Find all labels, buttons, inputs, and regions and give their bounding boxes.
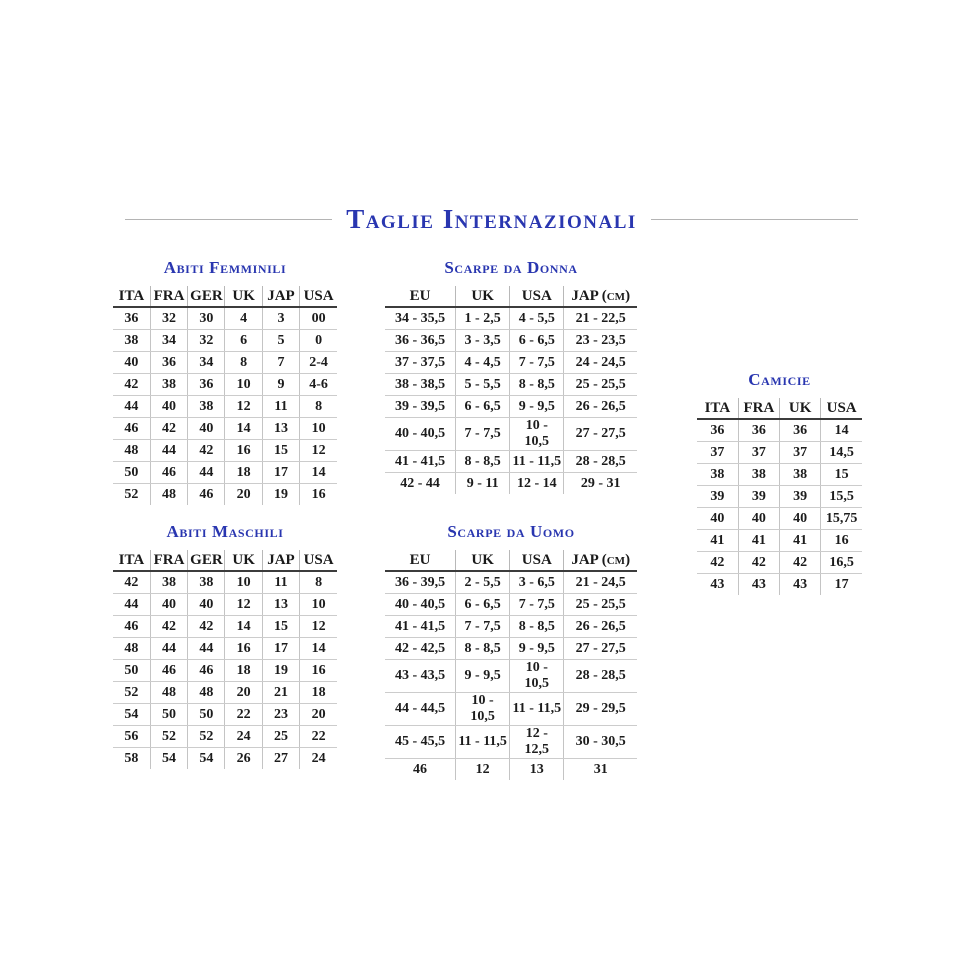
size-table-scarpe-da-uomo bbox=[385, 522, 637, 780]
size-cell: 7 - 7,5 bbox=[456, 418, 510, 451]
size-cell: 42 - 42,5 bbox=[385, 638, 456, 660]
size-cell: 9 bbox=[262, 374, 299, 396]
size-cell: 8 - 8,5 bbox=[456, 638, 510, 660]
size-cell: 20 bbox=[225, 484, 262, 506]
table-row bbox=[385, 616, 637, 638]
size-cell: 11 - 11,5 bbox=[510, 693, 564, 726]
size-cell: 16,5 bbox=[821, 552, 862, 574]
column-header: FRA bbox=[150, 286, 187, 307]
size-cell: 43 bbox=[780, 574, 821, 596]
size-cell: 9 - 11 bbox=[456, 473, 510, 495]
size-cell: 38 bbox=[188, 571, 225, 594]
size-cell: 10 bbox=[225, 374, 262, 396]
size-cell: 24 - 24,5 bbox=[564, 352, 637, 374]
table-row bbox=[113, 307, 337, 330]
size-cell: 46 bbox=[150, 660, 187, 682]
table-row bbox=[385, 330, 637, 352]
size-cell: 6 - 6,5 bbox=[456, 396, 510, 418]
table-row bbox=[697, 508, 862, 530]
table-row bbox=[385, 638, 637, 660]
size-cell: 36 bbox=[697, 419, 738, 442]
size-cell: 42 bbox=[113, 571, 150, 594]
column-header: USA bbox=[300, 550, 337, 571]
size-cell: 5 bbox=[262, 330, 299, 352]
size-cell: 40 - 40,5 bbox=[385, 594, 456, 616]
size-cell: 7 - 7,5 bbox=[456, 616, 510, 638]
size-cell: 8 - 8,5 bbox=[510, 616, 564, 638]
header-row bbox=[113, 286, 337, 307]
size-cell: 44 bbox=[113, 594, 150, 616]
table-row bbox=[113, 726, 337, 748]
column-header: JAP bbox=[262, 286, 299, 307]
size-cell: 43 bbox=[697, 574, 738, 596]
size-cell: 37 bbox=[697, 442, 738, 464]
size-cell: 46 bbox=[188, 484, 225, 506]
table-row bbox=[113, 440, 337, 462]
size-cell: 29 - 31 bbox=[580, 475, 621, 491]
title-rule-left bbox=[125, 219, 332, 220]
size-cell: 13 bbox=[262, 418, 299, 440]
size-cell: 8 bbox=[300, 571, 337, 594]
section-heading: Abiti Maschili bbox=[166, 522, 284, 541]
table-row bbox=[113, 594, 337, 616]
table-row bbox=[697, 530, 862, 552]
table-row bbox=[385, 571, 637, 594]
size-cell: 40 bbox=[697, 508, 738, 530]
size-cell: 44 bbox=[113, 396, 150, 418]
table-row bbox=[113, 571, 337, 594]
size-table-scarpe-da-donna bbox=[385, 258, 637, 494]
size-cell: 42 bbox=[188, 440, 225, 462]
size-cell: 25 - 25,5 bbox=[564, 594, 637, 616]
size-cell: 12 - 14 bbox=[510, 473, 564, 495]
table-row bbox=[385, 396, 637, 418]
size-cell: 34 bbox=[150, 330, 187, 352]
size-cell: 12 bbox=[456, 759, 510, 781]
section-heading: Abiti Femminili bbox=[163, 258, 287, 277]
table-row bbox=[697, 552, 862, 574]
size-cell: 11 - 11,5 bbox=[510, 451, 564, 473]
size-cell: 28 - 28,5 bbox=[564, 660, 637, 693]
size-cell: 42 bbox=[738, 552, 779, 574]
size-cell: 40 bbox=[113, 352, 150, 374]
size-cell: 42 bbox=[150, 418, 187, 440]
size-cell: 37 - 37,5 bbox=[385, 352, 456, 374]
column-header: EU bbox=[385, 286, 456, 307]
column-header: ITA bbox=[113, 550, 150, 571]
table-row bbox=[113, 704, 337, 726]
size-cell: 10 bbox=[300, 594, 337, 616]
column-header: FRA bbox=[738, 398, 779, 419]
size-cell: 36 - 36,5 bbox=[385, 330, 456, 352]
size-cell: 10 - 10,5 bbox=[510, 418, 564, 451]
size-cell: 50 bbox=[113, 462, 150, 484]
page-title: Taglie Internazionali bbox=[346, 204, 637, 234]
size-cell: 40 bbox=[188, 594, 225, 616]
column-header: JAP (cm) bbox=[564, 286, 637, 307]
size-cell: 42 bbox=[697, 552, 738, 574]
size-cell: 46 bbox=[113, 616, 150, 638]
size-cell: 12 bbox=[225, 594, 262, 616]
size-cell: 40 bbox=[150, 594, 187, 616]
size-cell: 29 - 29,5 bbox=[564, 693, 637, 726]
table-row bbox=[697, 464, 862, 486]
size-cell: 26 - 26,5 bbox=[564, 616, 637, 638]
table-row bbox=[385, 418, 637, 451]
size-cell: 38 - 38,5 bbox=[385, 374, 456, 396]
size-cell: 41 bbox=[780, 530, 821, 552]
size-cell: 25 - 25,5 bbox=[564, 374, 637, 396]
size-cell: 20 bbox=[225, 682, 262, 704]
size-cell: 39 bbox=[697, 486, 738, 508]
table-row bbox=[697, 442, 862, 464]
column-header: USA bbox=[300, 286, 337, 307]
column-header: FRA bbox=[150, 550, 187, 571]
section-heading: Scarpe da Donna bbox=[444, 258, 578, 277]
size-cell: 18 bbox=[225, 660, 262, 682]
size-cell: 38 bbox=[697, 464, 738, 486]
size-cell: 11 bbox=[262, 396, 299, 418]
table-row bbox=[113, 374, 337, 396]
size-cell: 42 bbox=[113, 374, 150, 396]
table-row bbox=[697, 419, 862, 442]
size-cell: 4 bbox=[225, 307, 262, 330]
size-cell: 40 bbox=[738, 508, 779, 530]
table-row bbox=[113, 330, 337, 352]
size-cell: 4 - 4,5 bbox=[456, 352, 510, 374]
size-cell: 37 bbox=[738, 442, 779, 464]
table-row bbox=[385, 759, 637, 781]
column-header: JAP (cm) bbox=[564, 550, 637, 571]
size-table bbox=[113, 550, 337, 769]
size-cell: 54 bbox=[150, 748, 187, 770]
size-cell: 30 - 30,5 bbox=[564, 726, 637, 759]
table-row bbox=[697, 486, 862, 508]
table-row bbox=[385, 374, 637, 396]
column-header: USA bbox=[510, 286, 564, 307]
size-cell: 10 bbox=[225, 571, 262, 594]
size-cell: 10 - 10,5 bbox=[456, 693, 510, 726]
size-cell: 48 bbox=[113, 638, 150, 660]
size-cell: 13 bbox=[510, 759, 564, 781]
column-header: UK bbox=[456, 550, 510, 571]
size-cell: 43 - 43,5 bbox=[385, 660, 456, 693]
size-cell: 39 bbox=[738, 486, 779, 508]
size-cell: 00 bbox=[300, 307, 337, 330]
size-cell: 6 - 6,5 bbox=[510, 330, 564, 352]
size-cell: 14 bbox=[821, 419, 862, 442]
size-cell: 0 bbox=[300, 330, 337, 352]
size-cell: 42 bbox=[150, 616, 187, 638]
table-row bbox=[385, 660, 637, 693]
size-cell: 8 - 8,5 bbox=[510, 374, 564, 396]
column-header: ITA bbox=[113, 286, 150, 307]
size-cell: 38 bbox=[738, 464, 779, 486]
size-cell: 38 bbox=[780, 464, 821, 486]
size-cell: 42 bbox=[780, 552, 821, 574]
size-cell: 41 bbox=[738, 530, 779, 552]
table-row bbox=[113, 484, 337, 506]
size-cell: 41 - 41,5 bbox=[385, 616, 456, 638]
size-table-abiti-femminili bbox=[113, 258, 337, 505]
size-table-abiti-maschili bbox=[113, 522, 337, 769]
size-table bbox=[385, 550, 637, 780]
size-cell: 14 bbox=[225, 418, 262, 440]
column-header: UK bbox=[225, 286, 262, 307]
size-cell: 8 - 8,5 bbox=[456, 451, 510, 473]
size-cell: 34 - 35,5 bbox=[385, 307, 456, 330]
size-cell: 32 bbox=[188, 330, 225, 352]
size-cell: 48 bbox=[188, 682, 225, 704]
size-cell: 36 bbox=[780, 419, 821, 442]
column-header: EU bbox=[385, 550, 456, 571]
size-cell: 24 bbox=[225, 726, 262, 748]
size-cell: 46 bbox=[150, 462, 187, 484]
table-row bbox=[385, 307, 637, 330]
size-cell: 17 bbox=[262, 462, 299, 484]
size-cell: 17 bbox=[262, 638, 299, 660]
size-cell: 2 - 5,5 bbox=[456, 571, 510, 594]
size-cell: 34 bbox=[188, 352, 225, 374]
size-cell: 36 bbox=[188, 374, 225, 396]
column-header: GER bbox=[188, 550, 225, 571]
size-cell: 9 - 9,5 bbox=[456, 660, 510, 693]
size-cell: 12 - 12,5 bbox=[510, 726, 564, 759]
size-cell: 15,5 bbox=[821, 486, 862, 508]
size-cell: 14 bbox=[300, 462, 337, 484]
header-row bbox=[113, 550, 337, 571]
header-row bbox=[385, 286, 637, 307]
size-cell: 11 bbox=[262, 571, 299, 594]
table-row bbox=[385, 451, 637, 473]
size-cell: 18 bbox=[300, 682, 337, 704]
size-cell: 46 bbox=[113, 418, 150, 440]
size-cell: 56 bbox=[113, 726, 150, 748]
column-header: UK bbox=[780, 398, 821, 419]
section-heading: Scarpe da Uomo bbox=[447, 522, 575, 541]
size-cell: 21 - 24,5 bbox=[564, 571, 637, 594]
size-table bbox=[113, 286, 337, 505]
size-cell: 50 bbox=[113, 660, 150, 682]
size-cell: 42 - 44 bbox=[385, 473, 456, 495]
size-cell: 7 - 7,5 bbox=[510, 594, 564, 616]
size-cell: 44 - 44,5 bbox=[385, 693, 456, 726]
size-cell: 6 - 6,5 bbox=[456, 594, 510, 616]
size-cell: 13 bbox=[262, 594, 299, 616]
size-cell: 25 bbox=[262, 726, 299, 748]
size-cell: 32 bbox=[150, 307, 187, 330]
size-cell: 38 bbox=[188, 396, 225, 418]
size-cell: 12 bbox=[225, 396, 262, 418]
table-row bbox=[385, 473, 637, 495]
size-cell: 22 bbox=[300, 726, 337, 748]
size-cell: 44 bbox=[188, 638, 225, 660]
size-cell: 46 bbox=[188, 660, 225, 682]
table-row bbox=[113, 418, 337, 440]
size-cell: 43 bbox=[738, 574, 779, 596]
size-cell: 19 bbox=[262, 484, 299, 506]
size-cell: 36 bbox=[150, 352, 187, 374]
size-cell: 17 bbox=[834, 576, 849, 592]
size-cell: 45 - 45,5 bbox=[385, 726, 456, 759]
size-cell: 38 bbox=[113, 330, 150, 352]
size-cell: 16 bbox=[821, 530, 862, 552]
size-cell: 15 bbox=[821, 464, 862, 486]
size-table bbox=[697, 398, 862, 595]
size-cell: 24 bbox=[311, 750, 326, 766]
table-row bbox=[385, 693, 637, 726]
column-header: UK bbox=[225, 550, 262, 571]
table-row bbox=[113, 748, 337, 770]
size-cell: 38 bbox=[150, 374, 187, 396]
table-row bbox=[113, 682, 337, 704]
size-cell: 11 - 11,5 bbox=[456, 726, 510, 759]
size-cell: 12 bbox=[300, 440, 337, 462]
size-cell: 40 bbox=[150, 396, 187, 418]
size-cell: 50 bbox=[188, 704, 225, 726]
size-cell: 16 bbox=[225, 440, 262, 462]
size-cell: 39 bbox=[780, 486, 821, 508]
size-cell: 18 bbox=[225, 462, 262, 484]
size-cell: 41 - 41,5 bbox=[385, 451, 456, 473]
size-cell: 40 bbox=[188, 418, 225, 440]
size-cell: 46 bbox=[385, 759, 456, 781]
table-row bbox=[385, 352, 637, 374]
size-cell: 21 bbox=[262, 682, 299, 704]
size-cell: 10 - 10,5 bbox=[510, 660, 564, 693]
size-cell: 20 bbox=[300, 704, 337, 726]
size-cell: 52 bbox=[150, 726, 187, 748]
size-cell: 26 - 26,5 bbox=[564, 396, 637, 418]
size-cell: 36 bbox=[113, 307, 150, 330]
size-table bbox=[385, 286, 637, 494]
size-cell: 36 - 39,5 bbox=[385, 571, 456, 594]
table-row bbox=[113, 462, 337, 484]
size-cell: 3 - 3,5 bbox=[456, 330, 510, 352]
size-cell: 3 bbox=[262, 307, 299, 330]
size-cell: 4 - 5,5 bbox=[510, 307, 564, 330]
size-table-camicie bbox=[697, 370, 862, 595]
size-cell: 8 bbox=[300, 396, 337, 418]
size-cell: 15,75 bbox=[821, 508, 862, 530]
size-cell: 10 bbox=[300, 418, 337, 440]
column-header: GER bbox=[188, 286, 225, 307]
size-cell: 27 - 27,5 bbox=[564, 638, 637, 660]
size-cell: 44 bbox=[150, 638, 187, 660]
size-cell: 28 - 28,5 bbox=[564, 451, 637, 473]
size-cell: 54 bbox=[188, 748, 225, 770]
size-cell: 27 - 27,5 bbox=[564, 418, 637, 451]
size-cell: 3 - 6,5 bbox=[510, 571, 564, 594]
size-cell: 23 - 23,5 bbox=[564, 330, 637, 352]
size-cell: 15 bbox=[262, 616, 299, 638]
size-cell: 27 bbox=[262, 748, 299, 770]
size-cell: 14,5 bbox=[821, 442, 862, 464]
section-heading: Camicie bbox=[748, 370, 811, 389]
size-cell: 26 bbox=[225, 748, 262, 770]
size-cell: 40 bbox=[780, 508, 821, 530]
size-cell: 52 bbox=[113, 682, 150, 704]
size-cell: 52 bbox=[113, 484, 150, 506]
table-row bbox=[385, 726, 637, 759]
column-header: USA bbox=[510, 550, 564, 571]
size-cell: 16 bbox=[300, 660, 337, 682]
header-row bbox=[385, 550, 637, 571]
size-cell: 39 - 39,5 bbox=[385, 396, 456, 418]
size-cell: 15 bbox=[262, 440, 299, 462]
size-cell: 36 bbox=[738, 419, 779, 442]
size-cell: 1 - 2,5 bbox=[456, 307, 510, 330]
size-cell: 42 bbox=[188, 616, 225, 638]
size-cell: 30 bbox=[188, 307, 225, 330]
size-cell: 37 bbox=[780, 442, 821, 464]
size-cell: 2-4 bbox=[300, 352, 337, 374]
size-cell: 40 - 40,5 bbox=[385, 418, 456, 451]
size-cell: 14 bbox=[300, 638, 337, 660]
size-cell: 48 bbox=[150, 682, 187, 704]
table-row bbox=[113, 638, 337, 660]
size-cell: 16 bbox=[311, 486, 326, 502]
header-row bbox=[697, 398, 862, 419]
size-cell: 48 bbox=[113, 440, 150, 462]
size-cell: 52 bbox=[188, 726, 225, 748]
size-cell: 50 bbox=[150, 704, 187, 726]
table-row bbox=[697, 574, 862, 596]
column-header: UK bbox=[456, 286, 510, 307]
size-cell: 41 bbox=[697, 530, 738, 552]
size-cell: 54 bbox=[113, 704, 150, 726]
size-cell: 16 bbox=[225, 638, 262, 660]
table-row bbox=[385, 594, 637, 616]
size-cell: 58 bbox=[113, 748, 150, 770]
size-cell: 23 bbox=[262, 704, 299, 726]
size-cell: 9 - 9,5 bbox=[510, 396, 564, 418]
size-cell: 44 bbox=[150, 440, 187, 462]
size-cell: 19 bbox=[262, 660, 299, 682]
size-cell: 12 bbox=[300, 616, 337, 638]
size-cell: 5 - 5,5 bbox=[456, 374, 510, 396]
size-cell: 14 bbox=[225, 616, 262, 638]
table-row bbox=[113, 660, 337, 682]
size-cell: 8 bbox=[225, 352, 262, 374]
size-cell: 21 - 22,5 bbox=[564, 307, 637, 330]
table-row bbox=[113, 616, 337, 638]
size-cell: 6 bbox=[225, 330, 262, 352]
table-row bbox=[113, 352, 337, 374]
size-cell: 31 bbox=[593, 761, 608, 777]
column-header: JAP bbox=[262, 550, 299, 571]
size-cell: 9 - 9,5 bbox=[510, 638, 564, 660]
column-header: USA bbox=[821, 398, 862, 419]
size-cell: 48 bbox=[150, 484, 187, 506]
size-cell: 22 bbox=[225, 704, 262, 726]
size-cell: 44 bbox=[188, 462, 225, 484]
size-cell: 38 bbox=[150, 571, 187, 594]
size-cell: 7 bbox=[262, 352, 299, 374]
table-row bbox=[113, 396, 337, 418]
title-rule-right bbox=[651, 219, 858, 220]
size-cell: 4-6 bbox=[300, 374, 337, 396]
size-cell: 7 - 7,5 bbox=[510, 352, 564, 374]
page-title-row bbox=[125, 204, 858, 235]
column-header: ITA bbox=[697, 398, 738, 419]
